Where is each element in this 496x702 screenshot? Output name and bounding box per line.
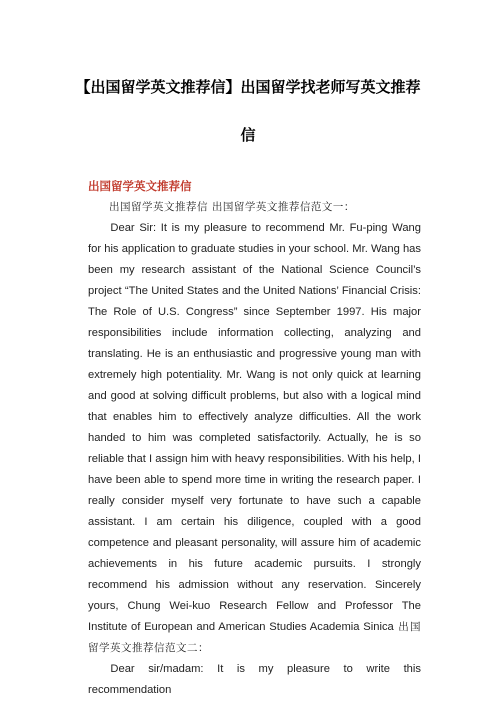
sample-2-heading: 出国留学英文推荐信范文二： xyxy=(88,621,421,654)
document-title-line-1: 【出国留学英文推荐信】出国留学找老师写英文推荐 xyxy=(75,78,421,96)
recommendation-letter-2: Dear sir/madam: It is my pleasure to write this recommendation xyxy=(88,663,421,696)
intro-paragraph: 出国留学英文推荐信 出国留学英文推荐信范文一： xyxy=(109,201,355,213)
document-body xyxy=(88,197,421,701)
section-heading: 出国留学英文推荐信 xyxy=(88,179,192,193)
letter-1-text: Dear Sir: It is my pleasure to recommend Mr. Fu-ping Wang for his application to graduate studies in your school. Mr. Wang has been my research assistant of the National Science Council’s project “The United States and the United Nations’ Financial Crisis: The Role of U.S. Congress” since September 1997. His major responsibilities include information collecting, analyzing and translating. He is an enthusiastic and progressive young man with extremely high potentiality. Mr. Wang is not only quick at learning and good at solving difficult problems, but also with a logical mind that enables him to effectively analyze difficulties. All the work handed to him was completed satisfactorily. Actually, he is so reliable that I assign him with heavy responsibilities. With his help, I have been able to spend more time in writing the research paper. I really consider myself very fortunate to have such a capable assistant. I am certain his diligence, coupled with a good competence and pleasant personality, will assure him of academic achievements in his future academic pursuits. I strongly recommend his admission without any reservation. Sincerely yours, Chung Wei-kuo Research Fellow and Professor The Institute of European and American Studies Academia Sinica xyxy=(88,222,421,633)
document-title-line-2: 信 xyxy=(240,126,256,144)
recommendation-letter-1 xyxy=(88,218,421,659)
